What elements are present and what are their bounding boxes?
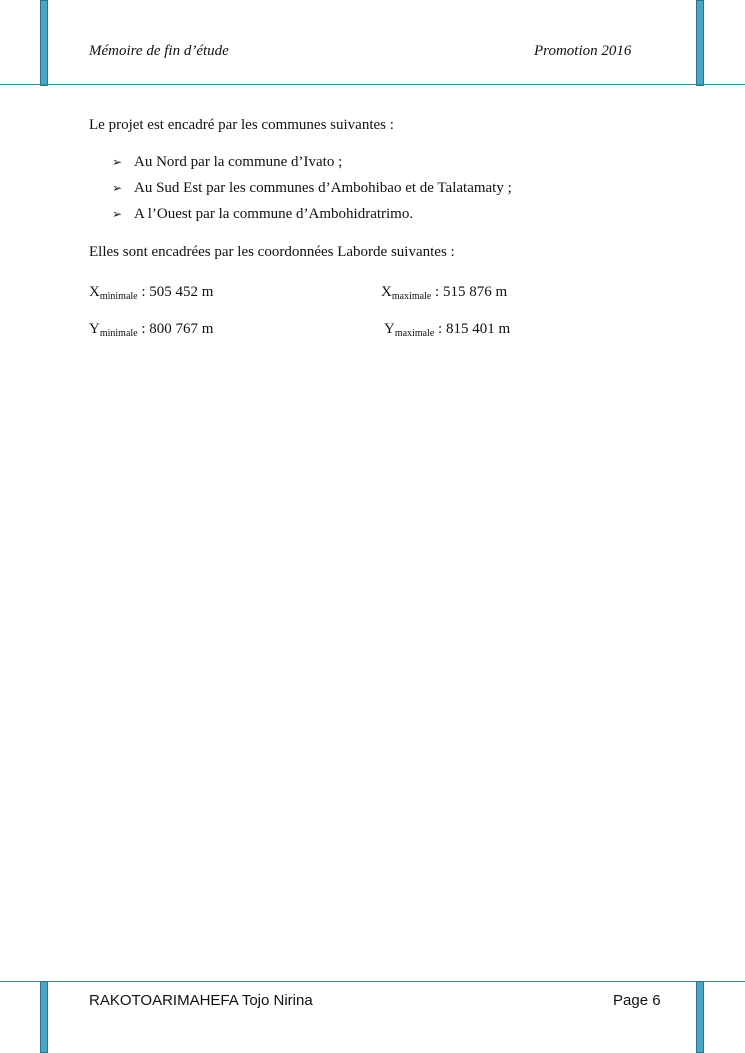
communes-list — [112, 153, 512, 231]
list-item — [112, 205, 512, 231]
intro-paragraph: Le projet est encadré par les communes suivantes : — [89, 117, 394, 133]
x-minimale-coordinate — [89, 284, 213, 302]
page-number: Page 6 — [613, 992, 661, 1009]
footer-left-bar — [40, 981, 48, 1053]
coordinate-symbol: X — [89, 284, 100, 300]
coordinate-value: : 800 767 m — [137, 321, 214, 337]
coordinate-symbol: X — [381, 284, 392, 300]
coordinate-subscript: minimale — [99, 328, 138, 339]
coordinate-value: : 815 401 m — [434, 321, 511, 337]
header-left-bar — [40, 0, 48, 86]
arrow-bullet-icon: ➢ — [112, 181, 123, 195]
coordinates-intro: Elles sont encadrées par les coordonnées Laborde suivantes : — [89, 244, 455, 260]
list-item-text: A l’Ouest par la commune d’Ambohidratrimo. — [134, 206, 414, 222]
footer-rule — [0, 981, 745, 982]
list-item-text: Au Sud Est par les communes d’Ambohibao et de Talatamaty ; — [134, 180, 512, 196]
x-maximale-coordinate — [381, 284, 507, 302]
header-title: Mémoire de fin d’étude — [89, 43, 229, 59]
list-item — [112, 153, 512, 179]
coordinate-symbol: Y — [384, 321, 395, 337]
coordinate-subscript: maximale — [394, 328, 435, 339]
coordinate-subscript: maximale — [391, 291, 432, 302]
header-promotion: Promotion 2016 — [534, 43, 632, 59]
list-item — [112, 179, 512, 205]
header-rule — [0, 84, 745, 85]
coordinate-subscript: minimale — [99, 291, 138, 302]
list-item-text: Au Nord par la commune d’Ivato ; — [134, 154, 343, 170]
coordinate-value: : 505 452 m — [137, 284, 214, 300]
y-minimale-coordinate — [89, 321, 213, 339]
footer-right-bar — [696, 981, 704, 1053]
arrow-bullet-icon: ➢ — [112, 207, 123, 221]
arrow-bullet-icon: ➢ — [112, 155, 123, 169]
y-maximale-coordinate — [384, 321, 510, 339]
coordinate-value: : 515 876 m — [431, 284, 508, 300]
footer-author: RAKOTOARIMAHEFA Tojo Nirina — [89, 992, 313, 1009]
header-right-bar — [696, 0, 704, 86]
coordinate-symbol: Y — [89, 321, 100, 337]
